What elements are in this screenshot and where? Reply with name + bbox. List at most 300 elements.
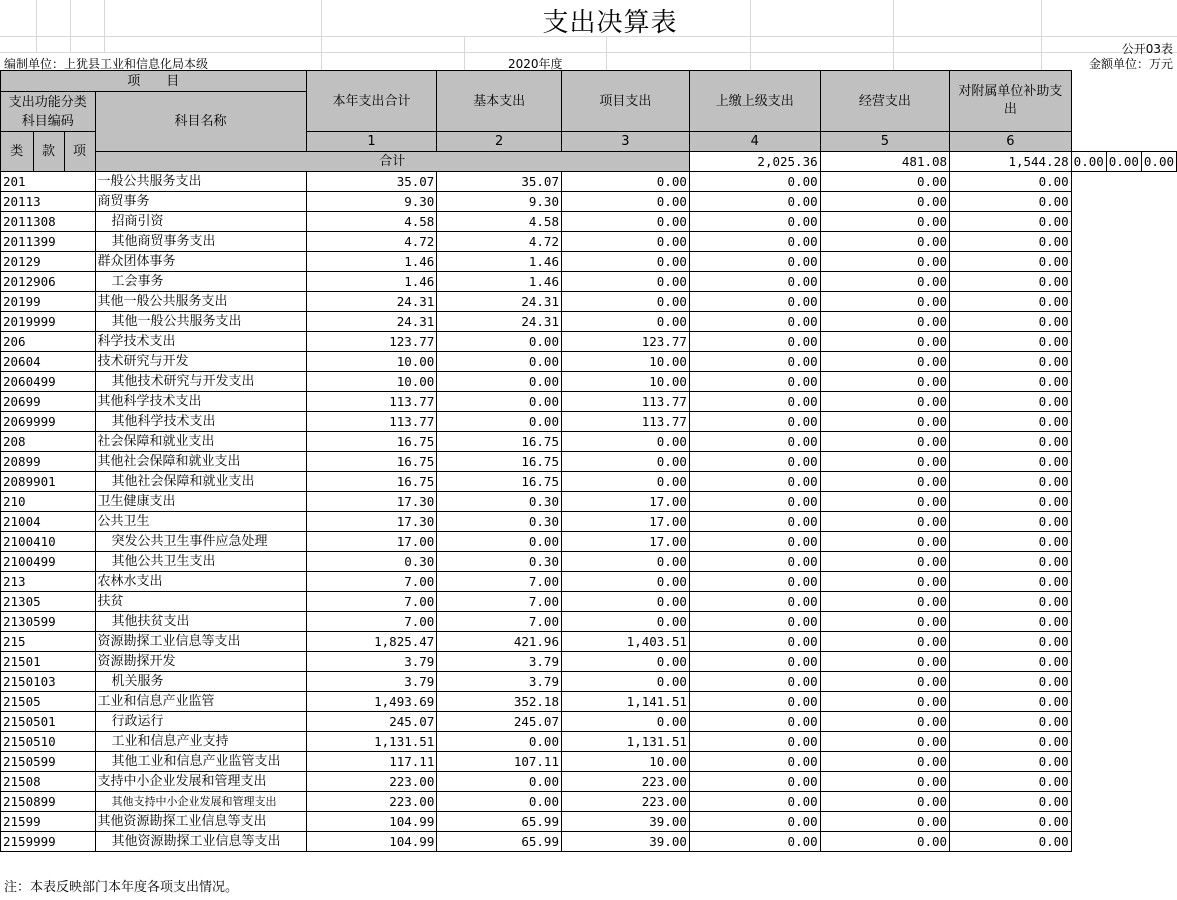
row-code: 2150501 bbox=[1, 712, 96, 732]
row-v4: 0.00 bbox=[689, 592, 820, 612]
row-v5: 0.00 bbox=[820, 592, 949, 612]
row-code: 20899 bbox=[1, 452, 96, 472]
table-row bbox=[1, 832, 1177, 852]
row-v5: 0.00 bbox=[820, 752, 949, 772]
table-row bbox=[1, 552, 1177, 572]
table-row bbox=[1, 172, 1177, 192]
row-v2: 0.00 bbox=[437, 332, 562, 352]
row-v3: 10.00 bbox=[561, 352, 689, 372]
row-v1: 9.30 bbox=[306, 192, 437, 212]
row-v5: 0.00 bbox=[820, 272, 949, 292]
row-v3: 39.00 bbox=[561, 832, 689, 852]
row-v5: 0.00 bbox=[820, 352, 949, 372]
header-n5: 5 bbox=[820, 132, 949, 152]
row-code: 20699 bbox=[1, 392, 96, 412]
table-row bbox=[1, 212, 1177, 232]
table-row bbox=[1, 732, 1177, 752]
header-col5: 经营支出 bbox=[820, 71, 949, 132]
row-v4: 0.00 bbox=[689, 652, 820, 672]
row-v5: 0.00 bbox=[820, 532, 949, 552]
header-func-code: 支出功能分类科目编码 bbox=[1, 92, 96, 132]
total-v5: 0.00 bbox=[1106, 152, 1141, 172]
row-v2: 0.00 bbox=[437, 772, 562, 792]
row-v2: 1.46 bbox=[437, 252, 562, 272]
row-v2: 3.79 bbox=[437, 672, 562, 692]
row-v1: 245.07 bbox=[306, 712, 437, 732]
row-v3: 0.00 bbox=[561, 232, 689, 252]
table-row bbox=[1, 632, 1177, 652]
row-v4: 0.00 bbox=[689, 292, 820, 312]
row-code: 210 bbox=[1, 492, 96, 512]
row-code: 201 bbox=[1, 172, 96, 192]
row-v4: 0.00 bbox=[689, 192, 820, 212]
row-v5: 0.00 bbox=[820, 192, 949, 212]
row-v3: 0.00 bbox=[561, 212, 689, 232]
row-v5: 0.00 bbox=[820, 372, 949, 392]
table-row bbox=[1, 772, 1177, 792]
row-v6: 0.00 bbox=[950, 632, 1072, 652]
row-v5: 0.00 bbox=[820, 392, 949, 412]
row-v3: 0.00 bbox=[561, 292, 689, 312]
row-v1: 223.00 bbox=[306, 772, 437, 792]
row-v3: 0.00 bbox=[561, 252, 689, 272]
row-v3: 1,141.51 bbox=[561, 692, 689, 712]
total-v1: 2,025.36 bbox=[689, 152, 820, 172]
row-name: 工会事务 bbox=[95, 272, 306, 292]
row-v3: 0.00 bbox=[561, 432, 689, 452]
table-row bbox=[1, 452, 1177, 472]
table-row bbox=[1, 352, 1177, 372]
row-name: 一般公共服务支出 bbox=[95, 172, 306, 192]
row-v4: 0.00 bbox=[689, 772, 820, 792]
header-subject-name: 科目名称 bbox=[95, 92, 306, 152]
row-v6: 0.00 bbox=[950, 672, 1072, 692]
row-name: 卫生健康支出 bbox=[95, 492, 306, 512]
row-v3: 0.00 bbox=[561, 272, 689, 292]
row-v4: 0.00 bbox=[689, 372, 820, 392]
header-col1: 本年支出合计 bbox=[306, 71, 437, 132]
row-v3: 17.00 bbox=[561, 512, 689, 532]
table-row bbox=[1, 592, 1177, 612]
row-v6: 0.00 bbox=[950, 492, 1072, 512]
row-v1: 223.00 bbox=[306, 792, 437, 812]
row-v5: 0.00 bbox=[820, 612, 949, 632]
header-col3: 项目支出 bbox=[561, 71, 689, 132]
row-v6: 0.00 bbox=[950, 272, 1072, 292]
row-v5: 0.00 bbox=[820, 672, 949, 692]
row-code: 215 bbox=[1, 632, 96, 652]
row-code: 2069999 bbox=[1, 412, 96, 432]
row-v2: 0.00 bbox=[437, 792, 562, 812]
row-v4: 0.00 bbox=[689, 792, 820, 812]
row-v1: 113.77 bbox=[306, 392, 437, 412]
total-v2: 481.08 bbox=[820, 152, 949, 172]
row-v3: 10.00 bbox=[561, 372, 689, 392]
row-v2: 421.96 bbox=[437, 632, 562, 652]
row-code: 21004 bbox=[1, 512, 96, 532]
total-v3: 1,544.28 bbox=[950, 152, 1072, 172]
header-item: 项 目 bbox=[1, 71, 307, 92]
row-v6: 0.00 bbox=[950, 732, 1072, 752]
row-v6: 0.00 bbox=[950, 772, 1072, 792]
table-row bbox=[1, 572, 1177, 592]
row-v1: 16.75 bbox=[306, 432, 437, 452]
row-v5: 0.00 bbox=[820, 232, 949, 252]
row-v4: 0.00 bbox=[689, 832, 820, 852]
total-row bbox=[1, 152, 1177, 172]
table-row bbox=[1, 232, 1177, 252]
table-row bbox=[1, 752, 1177, 772]
row-v5: 0.00 bbox=[820, 772, 949, 792]
row-name: 科学技术支出 bbox=[95, 332, 306, 352]
table-row bbox=[1, 472, 1177, 492]
row-v3: 0.00 bbox=[561, 712, 689, 732]
row-v6: 0.00 bbox=[950, 512, 1072, 532]
row-code: 2100499 bbox=[1, 552, 96, 572]
row-v2: 7.00 bbox=[437, 592, 562, 612]
row-v4: 0.00 bbox=[689, 732, 820, 752]
row-v1: 7.00 bbox=[306, 592, 437, 612]
row-v6: 0.00 bbox=[950, 472, 1072, 492]
row-v1: 10.00 bbox=[306, 352, 437, 372]
row-v4: 0.00 bbox=[689, 572, 820, 592]
row-name: 行政运行 bbox=[95, 712, 306, 732]
row-v4: 0.00 bbox=[689, 412, 820, 432]
row-v4: 0.00 bbox=[689, 812, 820, 832]
row-name: 商贸事务 bbox=[95, 192, 306, 212]
row-name: 工业和信息产业支持 bbox=[95, 732, 306, 752]
row-v3: 0.00 bbox=[561, 572, 689, 592]
table-row bbox=[1, 272, 1177, 292]
row-name: 其他资源勘探工业信息等支出 bbox=[95, 812, 306, 832]
row-name: 突发公共卫生事件应急处理 bbox=[95, 532, 306, 552]
row-v4: 0.00 bbox=[689, 472, 820, 492]
row-v6: 0.00 bbox=[950, 452, 1072, 472]
row-v4: 0.00 bbox=[689, 612, 820, 632]
row-v4: 0.00 bbox=[689, 232, 820, 252]
row-v1: 3.79 bbox=[306, 652, 437, 672]
row-code: 2089901 bbox=[1, 472, 96, 492]
header-lei: 类 bbox=[1, 132, 34, 172]
row-v3: 113.77 bbox=[561, 392, 689, 412]
row-name: 招商引资 bbox=[95, 212, 306, 232]
row-v5: 0.00 bbox=[820, 412, 949, 432]
row-name: 其他工业和信息产业监管支出 bbox=[95, 752, 306, 772]
table-row bbox=[1, 392, 1177, 412]
row-v1: 35.07 bbox=[306, 172, 437, 192]
row-v5: 0.00 bbox=[820, 572, 949, 592]
row-v5: 0.00 bbox=[820, 712, 949, 732]
row-v6: 0.00 bbox=[950, 592, 1072, 612]
row-v1: 24.31 bbox=[306, 312, 437, 332]
row-v5: 0.00 bbox=[820, 212, 949, 232]
row-v4: 0.00 bbox=[689, 512, 820, 532]
row-v3: 0.00 bbox=[561, 312, 689, 332]
row-v1: 10.00 bbox=[306, 372, 437, 392]
row-v2: 9.30 bbox=[437, 192, 562, 212]
row-v5: 0.00 bbox=[820, 632, 949, 652]
row-v1: 1.46 bbox=[306, 272, 437, 292]
row-code: 2150899 bbox=[1, 792, 96, 812]
row-v5: 0.00 bbox=[820, 652, 949, 672]
row-v2: 16.75 bbox=[437, 432, 562, 452]
row-v6: 0.00 bbox=[950, 712, 1072, 732]
row-v2: 352.18 bbox=[437, 692, 562, 712]
row-code: 208 bbox=[1, 432, 96, 452]
row-v1: 4.58 bbox=[306, 212, 437, 232]
row-name: 扶贫 bbox=[95, 592, 306, 612]
row-code: 2159999 bbox=[1, 832, 96, 852]
row-name: 其他商贸事务支出 bbox=[95, 232, 306, 252]
table-row bbox=[1, 612, 1177, 632]
table-row bbox=[1, 432, 1177, 452]
row-v4: 0.00 bbox=[689, 312, 820, 332]
row-name: 其他社会保障和就业支出 bbox=[95, 452, 306, 472]
row-v1: 123.77 bbox=[306, 332, 437, 352]
compiling-unit: 编制单位：上犹县工业和信息化局本级 bbox=[4, 57, 209, 71]
row-v3: 17.00 bbox=[561, 532, 689, 552]
row-v3: 0.00 bbox=[561, 192, 689, 212]
row-v3: 0.00 bbox=[561, 652, 689, 672]
row-v2: 4.58 bbox=[437, 212, 562, 232]
row-v5: 0.00 bbox=[820, 472, 949, 492]
row-name: 其他社会保障和就业支出 bbox=[95, 472, 306, 492]
header-kuan: 款 bbox=[33, 132, 64, 172]
row-v2: 0.00 bbox=[437, 732, 562, 752]
row-v1: 7.00 bbox=[306, 572, 437, 592]
row-code: 2150599 bbox=[1, 752, 96, 772]
row-v3: 17.00 bbox=[561, 492, 689, 512]
row-v2: 107.11 bbox=[437, 752, 562, 772]
row-name: 其他支持中小企业发展和管理支出 bbox=[95, 792, 306, 812]
row-v6: 0.00 bbox=[950, 172, 1072, 192]
row-v5: 0.00 bbox=[820, 452, 949, 472]
row-v2: 1.46 bbox=[437, 272, 562, 292]
row-name: 群众团体事务 bbox=[95, 252, 306, 272]
money-unit: 金额单位：万元 bbox=[1088, 57, 1173, 71]
header-col6: 对附属单位补助支出 bbox=[950, 71, 1072, 132]
row-v4: 0.00 bbox=[689, 352, 820, 372]
header-n4: 4 bbox=[689, 132, 820, 152]
row-v6: 0.00 bbox=[950, 792, 1072, 812]
row-name: 资源勘探开发 bbox=[95, 652, 306, 672]
total-v6: 0.00 bbox=[1141, 152, 1176, 172]
row-name: 资源勘探工业信息等支出 bbox=[95, 632, 306, 652]
row-code: 20129 bbox=[1, 252, 96, 272]
row-v4: 0.00 bbox=[689, 632, 820, 652]
table-row bbox=[1, 332, 1177, 352]
table-row bbox=[1, 252, 1177, 272]
table-row bbox=[1, 492, 1177, 512]
table-row bbox=[1, 672, 1177, 692]
row-v4: 0.00 bbox=[689, 272, 820, 292]
expenditure-table bbox=[0, 70, 1177, 852]
row-code: 21305 bbox=[1, 592, 96, 612]
row-v2: 7.00 bbox=[437, 612, 562, 632]
row-name: 其他一般公共服务支出 bbox=[95, 312, 306, 332]
row-v2: 0.00 bbox=[437, 392, 562, 412]
header-n6: 6 bbox=[950, 132, 1072, 152]
header-col2: 基本支出 bbox=[437, 71, 562, 132]
table-row bbox=[1, 312, 1177, 332]
table-row bbox=[1, 692, 1177, 712]
row-code: 2011308 bbox=[1, 212, 96, 232]
row-v2: 245.07 bbox=[437, 712, 562, 732]
row-code: 21508 bbox=[1, 772, 96, 792]
row-v1: 17.30 bbox=[306, 492, 437, 512]
row-v5: 0.00 bbox=[820, 552, 949, 572]
row-v1: 17.00 bbox=[306, 532, 437, 552]
table-row bbox=[1, 412, 1177, 432]
total-label: 合计 bbox=[95, 152, 689, 172]
row-v6: 0.00 bbox=[950, 312, 1072, 332]
row-v2: 65.99 bbox=[437, 832, 562, 852]
row-v3: 0.00 bbox=[561, 612, 689, 632]
row-v6: 0.00 bbox=[950, 812, 1072, 832]
row-code: 2012906 bbox=[1, 272, 96, 292]
row-v1: 104.99 bbox=[306, 832, 437, 852]
row-v4: 0.00 bbox=[689, 212, 820, 232]
row-v5: 0.00 bbox=[820, 812, 949, 832]
table-row bbox=[1, 812, 1177, 832]
row-code: 20604 bbox=[1, 352, 96, 372]
row-v6: 0.00 bbox=[950, 352, 1072, 372]
row-code: 21599 bbox=[1, 812, 96, 832]
row-v6: 0.00 bbox=[950, 552, 1072, 572]
table-row bbox=[1, 652, 1177, 672]
row-v3: 39.00 bbox=[561, 812, 689, 832]
row-v6: 0.00 bbox=[950, 412, 1072, 432]
row-v2: 35.07 bbox=[437, 172, 562, 192]
row-v2: 16.75 bbox=[437, 452, 562, 472]
row-name: 工业和信息产业监管 bbox=[95, 692, 306, 712]
header-n2: 2 bbox=[437, 132, 562, 152]
table-row bbox=[1, 532, 1177, 552]
row-v3: 0.00 bbox=[561, 452, 689, 472]
row-name: 农林水支出 bbox=[95, 572, 306, 592]
row-v5: 0.00 bbox=[820, 832, 949, 852]
table-number: 公开03表 bbox=[1121, 42, 1173, 56]
row-v2: 4.72 bbox=[437, 232, 562, 252]
page-title: 支出决算表 bbox=[542, 8, 678, 38]
row-v1: 104.99 bbox=[306, 812, 437, 832]
row-v4: 0.00 bbox=[689, 752, 820, 772]
row-code: 2019999 bbox=[1, 312, 96, 332]
table-row bbox=[1, 292, 1177, 312]
row-v6: 0.00 bbox=[950, 392, 1072, 412]
total-v4: 0.00 bbox=[1071, 152, 1106, 172]
row-v1: 16.75 bbox=[306, 472, 437, 492]
row-v2: 24.31 bbox=[437, 292, 562, 312]
row-v1: 4.72 bbox=[306, 232, 437, 252]
row-name: 其他扶贫支出 bbox=[95, 612, 306, 632]
row-code: 213 bbox=[1, 572, 96, 592]
table-row bbox=[1, 712, 1177, 732]
row-code: 2011399 bbox=[1, 232, 96, 252]
row-v3: 0.00 bbox=[561, 172, 689, 192]
row-v3: 123.77 bbox=[561, 332, 689, 352]
row-v6: 0.00 bbox=[950, 332, 1072, 352]
fiscal-year: 2020年度 bbox=[508, 57, 563, 71]
row-v1: 113.77 bbox=[306, 412, 437, 432]
row-v6: 0.00 bbox=[950, 532, 1072, 552]
row-v4: 0.00 bbox=[689, 452, 820, 472]
row-name: 其他资源勘探工业信息等支出 bbox=[95, 832, 306, 852]
row-v4: 0.00 bbox=[689, 532, 820, 552]
table-row bbox=[1, 512, 1177, 532]
row-v3: 10.00 bbox=[561, 752, 689, 772]
row-v4: 0.00 bbox=[689, 712, 820, 732]
row-v5: 0.00 bbox=[820, 432, 949, 452]
table-row bbox=[1, 192, 1177, 212]
row-v2: 0.30 bbox=[437, 512, 562, 532]
header-xiang: 项 bbox=[64, 132, 95, 172]
row-name: 其他科学技术支出 bbox=[95, 392, 306, 412]
row-v1: 7.00 bbox=[306, 612, 437, 632]
row-v2: 0.00 bbox=[437, 412, 562, 432]
row-v6: 0.00 bbox=[950, 832, 1072, 852]
row-code: 206 bbox=[1, 332, 96, 352]
row-code: 2130599 bbox=[1, 612, 96, 632]
row-v2: 24.31 bbox=[437, 312, 562, 332]
row-v5: 0.00 bbox=[820, 332, 949, 352]
header-n1: 1 bbox=[306, 132, 437, 152]
row-v6: 0.00 bbox=[950, 612, 1072, 632]
row-name: 其他公共卫生支出 bbox=[95, 552, 306, 572]
row-code: 21505 bbox=[1, 692, 96, 712]
row-name: 机关服务 bbox=[95, 672, 306, 692]
footnote: 注：本表反映部门本年度各项支出情况。 bbox=[4, 880, 239, 895]
row-code: 2150510 bbox=[1, 732, 96, 752]
row-code: 2100410 bbox=[1, 532, 96, 552]
row-v4: 0.00 bbox=[689, 252, 820, 272]
row-v3: 1,131.51 bbox=[561, 732, 689, 752]
row-v6: 0.00 bbox=[950, 752, 1072, 772]
row-v2: 7.00 bbox=[437, 572, 562, 592]
row-v1: 1,825.47 bbox=[306, 632, 437, 652]
row-v3: 0.00 bbox=[561, 552, 689, 572]
row-v4: 0.00 bbox=[689, 492, 820, 512]
row-name: 技术研究与开发 bbox=[95, 352, 306, 372]
row-code: 20113 bbox=[1, 192, 96, 212]
row-code: 20199 bbox=[1, 292, 96, 312]
header-col4: 上缴上级支出 bbox=[689, 71, 820, 132]
row-code: 2150103 bbox=[1, 672, 96, 692]
row-v3: 223.00 bbox=[561, 792, 689, 812]
row-v3: 113.77 bbox=[561, 412, 689, 432]
row-v4: 0.00 bbox=[689, 392, 820, 412]
row-v1: 1,493.69 bbox=[306, 692, 437, 712]
row-v3: 0.00 bbox=[561, 592, 689, 612]
row-v3: 0.00 bbox=[561, 672, 689, 692]
row-v2: 0.30 bbox=[437, 492, 562, 512]
row-v1: 17.30 bbox=[306, 512, 437, 532]
row-v6: 0.00 bbox=[950, 212, 1072, 232]
row-v5: 0.00 bbox=[820, 692, 949, 712]
row-v5: 0.00 bbox=[820, 292, 949, 312]
row-v6: 0.00 bbox=[950, 232, 1072, 252]
row-v4: 0.00 bbox=[689, 692, 820, 712]
row-v1: 117.11 bbox=[306, 752, 437, 772]
row-v3: 0.00 bbox=[561, 472, 689, 492]
row-v3: 223.00 bbox=[561, 772, 689, 792]
row-v4: 0.00 bbox=[689, 332, 820, 352]
row-v4: 0.00 bbox=[689, 552, 820, 572]
row-v6: 0.00 bbox=[950, 432, 1072, 452]
row-v2: 16.75 bbox=[437, 472, 562, 492]
row-v6: 0.00 bbox=[950, 652, 1072, 672]
row-v3: 1,403.51 bbox=[561, 632, 689, 652]
